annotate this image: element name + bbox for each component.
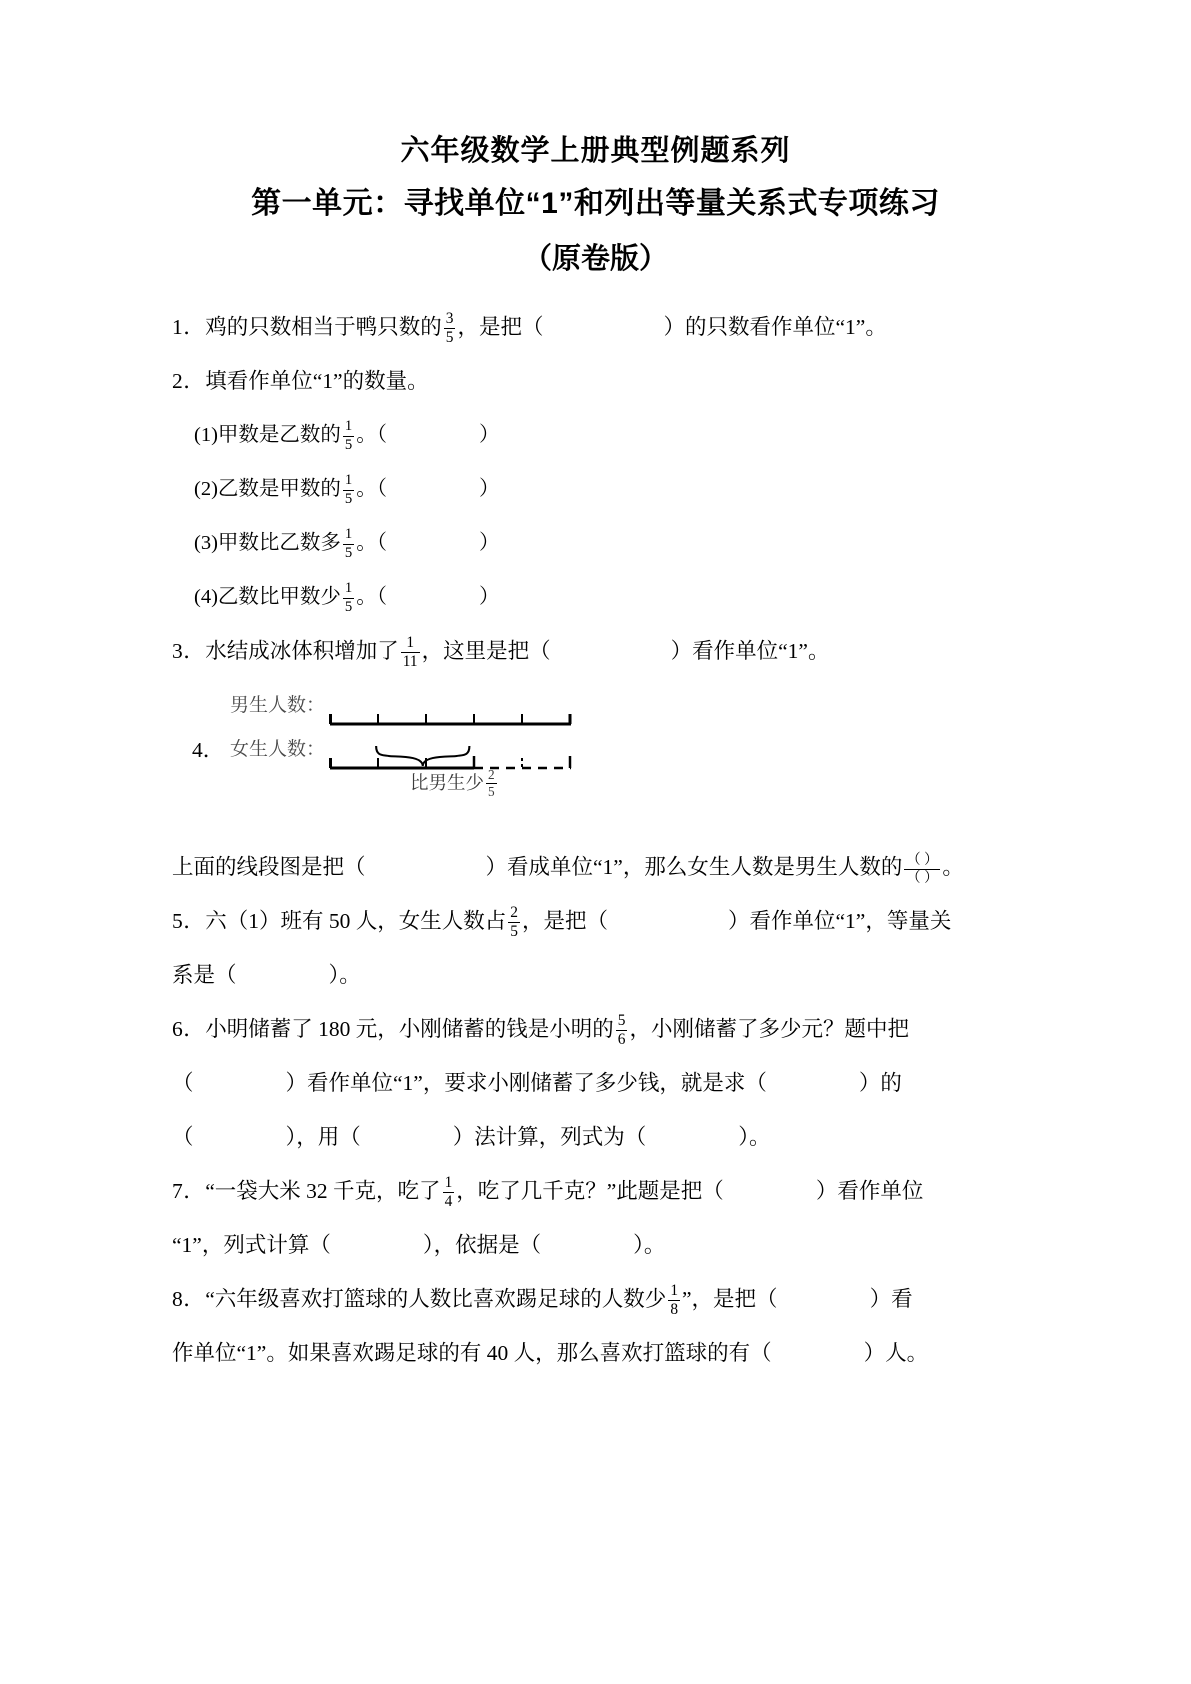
question-2-item-3	[172, 516, 1043, 570]
fraction-1-8: $\frac{1}{8}$	[670, 1282, 679, 1319]
boys-label: 男生人数：	[230, 695, 326, 716]
question-7-text-d: “1”，列式计算（	[172, 1233, 331, 1257]
item-tail-2: ）	[479, 478, 500, 500]
item-tail-2: ）	[479, 586, 500, 608]
question-7-text-e: ），依据是（	[422, 1233, 542, 1257]
page-version: （原卷版）	[522, 243, 668, 275]
question-6	[172, 1002, 1043, 1056]
question-8-number: 8．	[172, 1287, 206, 1311]
fraction-3-5: $\frac{3}{5}$	[445, 310, 454, 347]
segment-diagram	[192, 684, 573, 799]
question-6-line-3	[172, 1110, 1043, 1164]
question-8-text-a: “六年级喜欢打篮球的人数比喜欢踢足球的人数少	[205, 1287, 667, 1311]
item-text: 乙数比甲数少	[217, 586, 341, 608]
question-7-text-c: ）看作单位	[815, 1179, 924, 1203]
question-1	[172, 300, 1043, 354]
question-7-line-2	[172, 1218, 1043, 1272]
question-5-text-b: ，是把（	[521, 909, 608, 933]
item-tail-2: ）	[479, 532, 500, 554]
question-6-number: 6．	[172, 1017, 206, 1041]
question-6-text-i: ）。	[738, 1125, 771, 1149]
question-2-number: 2．	[172, 369, 206, 393]
question-2-stem: 填看作单位“1”的数量。	[205, 369, 429, 393]
question-7-text-f: ）。	[633, 1233, 666, 1257]
item-label: (3)	[194, 532, 218, 554]
question-3-text-c: ）看作单位“1”。	[670, 639, 830, 663]
item-label: (1)	[194, 424, 218, 446]
fraction-2-5: $\frac{2}{5}$	[510, 904, 518, 941]
question-6-text-h: ）法计算，列式为（	[452, 1125, 647, 1149]
question-4-text-a: 上面的线段图是把（	[172, 855, 366, 879]
difference-label	[410, 768, 499, 799]
difference-label-text: 比男生少	[410, 773, 485, 794]
question-5-text-a: 六（1）班有 50 人，女生人数占	[205, 909, 507, 933]
question-7-text-b: ，吃了几千克？”此题是把（	[456, 1179, 724, 1203]
question-6-text-c: （	[172, 1071, 194, 1095]
fraction-1-5: $\frac{1}{5}$	[344, 472, 353, 507]
title-block	[0, 0, 1191, 286]
question-4-text-b: ）看成单位“1”，那么女生人数是男生人数的	[485, 855, 903, 879]
girls-label: 女生人数：	[230, 739, 326, 760]
item-tail: 。（	[356, 478, 388, 500]
item-tail: 。（	[356, 586, 388, 608]
question-8	[172, 1272, 1043, 1326]
question-5-number: 5．	[172, 909, 206, 933]
question-2	[172, 354, 1043, 408]
fraction-blank-over-blank[interactable]: $\frac{( )}{( )}$	[906, 852, 939, 887]
item-tail: 。（	[356, 532, 388, 554]
question-3-number: 3．	[172, 639, 206, 663]
item-tail-2: ）	[479, 424, 500, 446]
question-2-item-1	[172, 408, 1043, 462]
question-7	[172, 1164, 1043, 1218]
question-8-line-2	[172, 1326, 1043, 1380]
item-label: (2)	[194, 478, 218, 500]
question-6-text-g: ），用（	[285, 1125, 361, 1149]
fraction-2-5: $\frac{2}{5}$	[488, 767, 495, 799]
item-text: 乙数是甲数的	[217, 478, 341, 500]
item-tail: 。（	[356, 424, 388, 446]
question-6-text-a: 小明储蓄了 180 元，小刚储蓄的钱是小明的	[205, 1017, 614, 1041]
item-text: 甲数是乙数的	[217, 424, 341, 446]
item-label: (4)	[194, 586, 218, 608]
question-6-text-d: ）看作单位“1”，要求小刚储蓄了多少钱，就是求（	[285, 1071, 767, 1095]
question-5-line-2	[172, 948, 1043, 1002]
question-6-text-f: （	[172, 1125, 194, 1149]
fraction-1-5: $\frac{1}{5}$	[344, 580, 353, 615]
question-6-text-b: ，小刚储蓄了多少元？题中把	[629, 1017, 909, 1041]
question-6-line-2	[172, 1056, 1043, 1110]
fraction-1-5: $\frac{1}{5}$	[344, 418, 353, 453]
question-2-item-2	[172, 462, 1043, 516]
question-1-number: 1．	[172, 315, 206, 339]
page-title: 六年级数学上册典型例题系列	[400, 135, 791, 167]
question-3-text-b: ，这里是把（	[421, 639, 551, 663]
question-3	[172, 624, 1043, 678]
question-5-text-d: 系是（	[172, 963, 237, 987]
boys-segment-bar	[328, 706, 573, 728]
fraction-1-5: $\frac{1}{5}$	[344, 526, 353, 561]
question-6-text-e: ）的	[858, 1071, 902, 1095]
question-5-text-e: ）。	[328, 963, 361, 987]
fraction-1-4: $\frac{1}{4}$	[444, 1174, 453, 1211]
question-8-text-d: 作单位“1”。如果喜欢踢足球的有 40 人，那么喜欢打篮球的有（	[172, 1341, 772, 1365]
question-8-text-c: ）看	[869, 1287, 913, 1311]
question-4-number: 4．	[192, 738, 225, 762]
question-7-text-a: “一袋大米 32 千克，吃了	[205, 1179, 441, 1203]
question-1-text-b: ，是把（	[457, 315, 544, 339]
fraction-1-11: $\frac{1}{11}$	[402, 634, 418, 671]
page-subtitle: 第一单元：寻找单位“1”和列出等量关系式专项练习	[251, 187, 940, 220]
questions-container	[0, 286, 1191, 1380]
question-4-text	[172, 840, 1043, 894]
question-1-text-a: 鸡的只数相当于鸭只数的	[205, 315, 442, 339]
question-5-text-c: ）看作单位“1”，等量关	[728, 909, 952, 933]
fraction-5-6: $\frac{5}{6}$	[617, 1012, 626, 1049]
item-text: 甲数比乙数多	[217, 532, 341, 554]
question-8-text-b: ”，是把（	[682, 1287, 778, 1311]
question-3-text-a: 水结成冰体积增加了	[205, 639, 399, 663]
boys-row	[192, 684, 573, 728]
question-4-text-c: 。	[942, 855, 964, 879]
question-1-text-c: ）的只数看作单位“1”。	[663, 315, 887, 339]
question-4-diagram-wrap	[172, 684, 1043, 832]
question-2-item-4	[172, 570, 1043, 624]
question-7-number: 7．	[172, 1179, 206, 1203]
difference-brace	[374, 744, 654, 770]
question-8-text-e: ）人。	[863, 1341, 929, 1365]
question-5	[172, 894, 1043, 948]
